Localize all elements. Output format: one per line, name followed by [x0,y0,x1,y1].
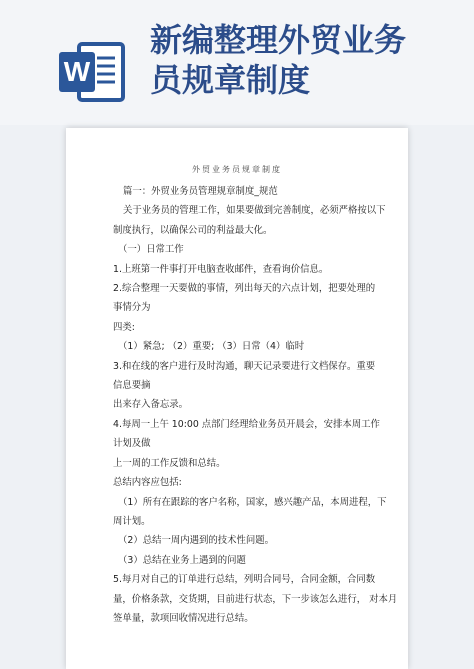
doc-paragraph: 3.和在线的客户进行及时沟通，聊天记录要进行文档保存。重要 [113,360,376,372]
doc-paragraph: 制度执行，以确保公司的利益最大化。 [113,224,273,236]
doc-paragraph: 关于业务员的管理工作，如果要做到完善制度，必须严格按以下 [123,205,386,217]
doc-paragraph: 总结内容应包括: [113,477,182,489]
word-document-icon [57,36,129,108]
banner-title [150,20,468,100]
banner-title-line2: 员规章制度 [150,61,311,99]
doc-paragraph: 签单量，款项回收情况进行总结。 [113,612,254,624]
banner [0,0,474,125]
document-body [113,182,398,628]
doc-paragraph: （1）紧急; （2）重要; （3）日常（4）临时 [118,341,305,353]
doc-paragraph: （2）总结一周内遇到的技术性问题。 [118,535,274,547]
banner-title-line1: 新编整理外贸业务 [150,21,407,59]
doc-paragraph: （3）总结在业务上遇到的问题 [118,554,246,566]
word-letter: W [63,56,91,87]
doc-paragraph: （1）所有在跟踪的客户名称，国家，感兴趣产品，本周进程，下 [118,496,387,508]
doc-paragraph: 四类: [113,321,135,333]
doc-paragraph: 篇一：外贸业务员管理规章制度_规范 [123,186,278,197]
doc-paragraph: 周计划。 [113,515,151,527]
document-heading: 外贸业务员规章制度 [192,165,282,174]
doc-paragraph: 计划及做 [113,438,151,450]
doc-paragraph: 量，价格条款，交货期，目前进行状态，下一步该怎么进行， 对本月 [113,593,398,605]
doc-paragraph: 1.上班第一件事打开电脑查收邮件，查看询价信息。 [113,263,329,275]
doc-paragraph: 信息要摘 [113,380,151,392]
document-page [66,128,408,669]
doc-paragraph: 5.每月对自己的订单进行总结，列明合同号，合同金额，合同数 [113,574,376,586]
doc-paragraph: 出来存入备忘录。 [113,399,189,411]
doc-paragraph: （一）日常工作 [118,244,184,256]
doc-paragraph: 4.每周一上午 10:00 点部门经理给业务员开晨会，安排本周工作 [113,418,380,430]
doc-paragraph: 2.综合整理一天要做的事情，列出每天的六点计划，把要处理的 [113,283,376,295]
doc-paragraph: 上一周的工作反馈和总结。 [113,457,226,469]
doc-paragraph: 事情分为 [113,302,151,314]
